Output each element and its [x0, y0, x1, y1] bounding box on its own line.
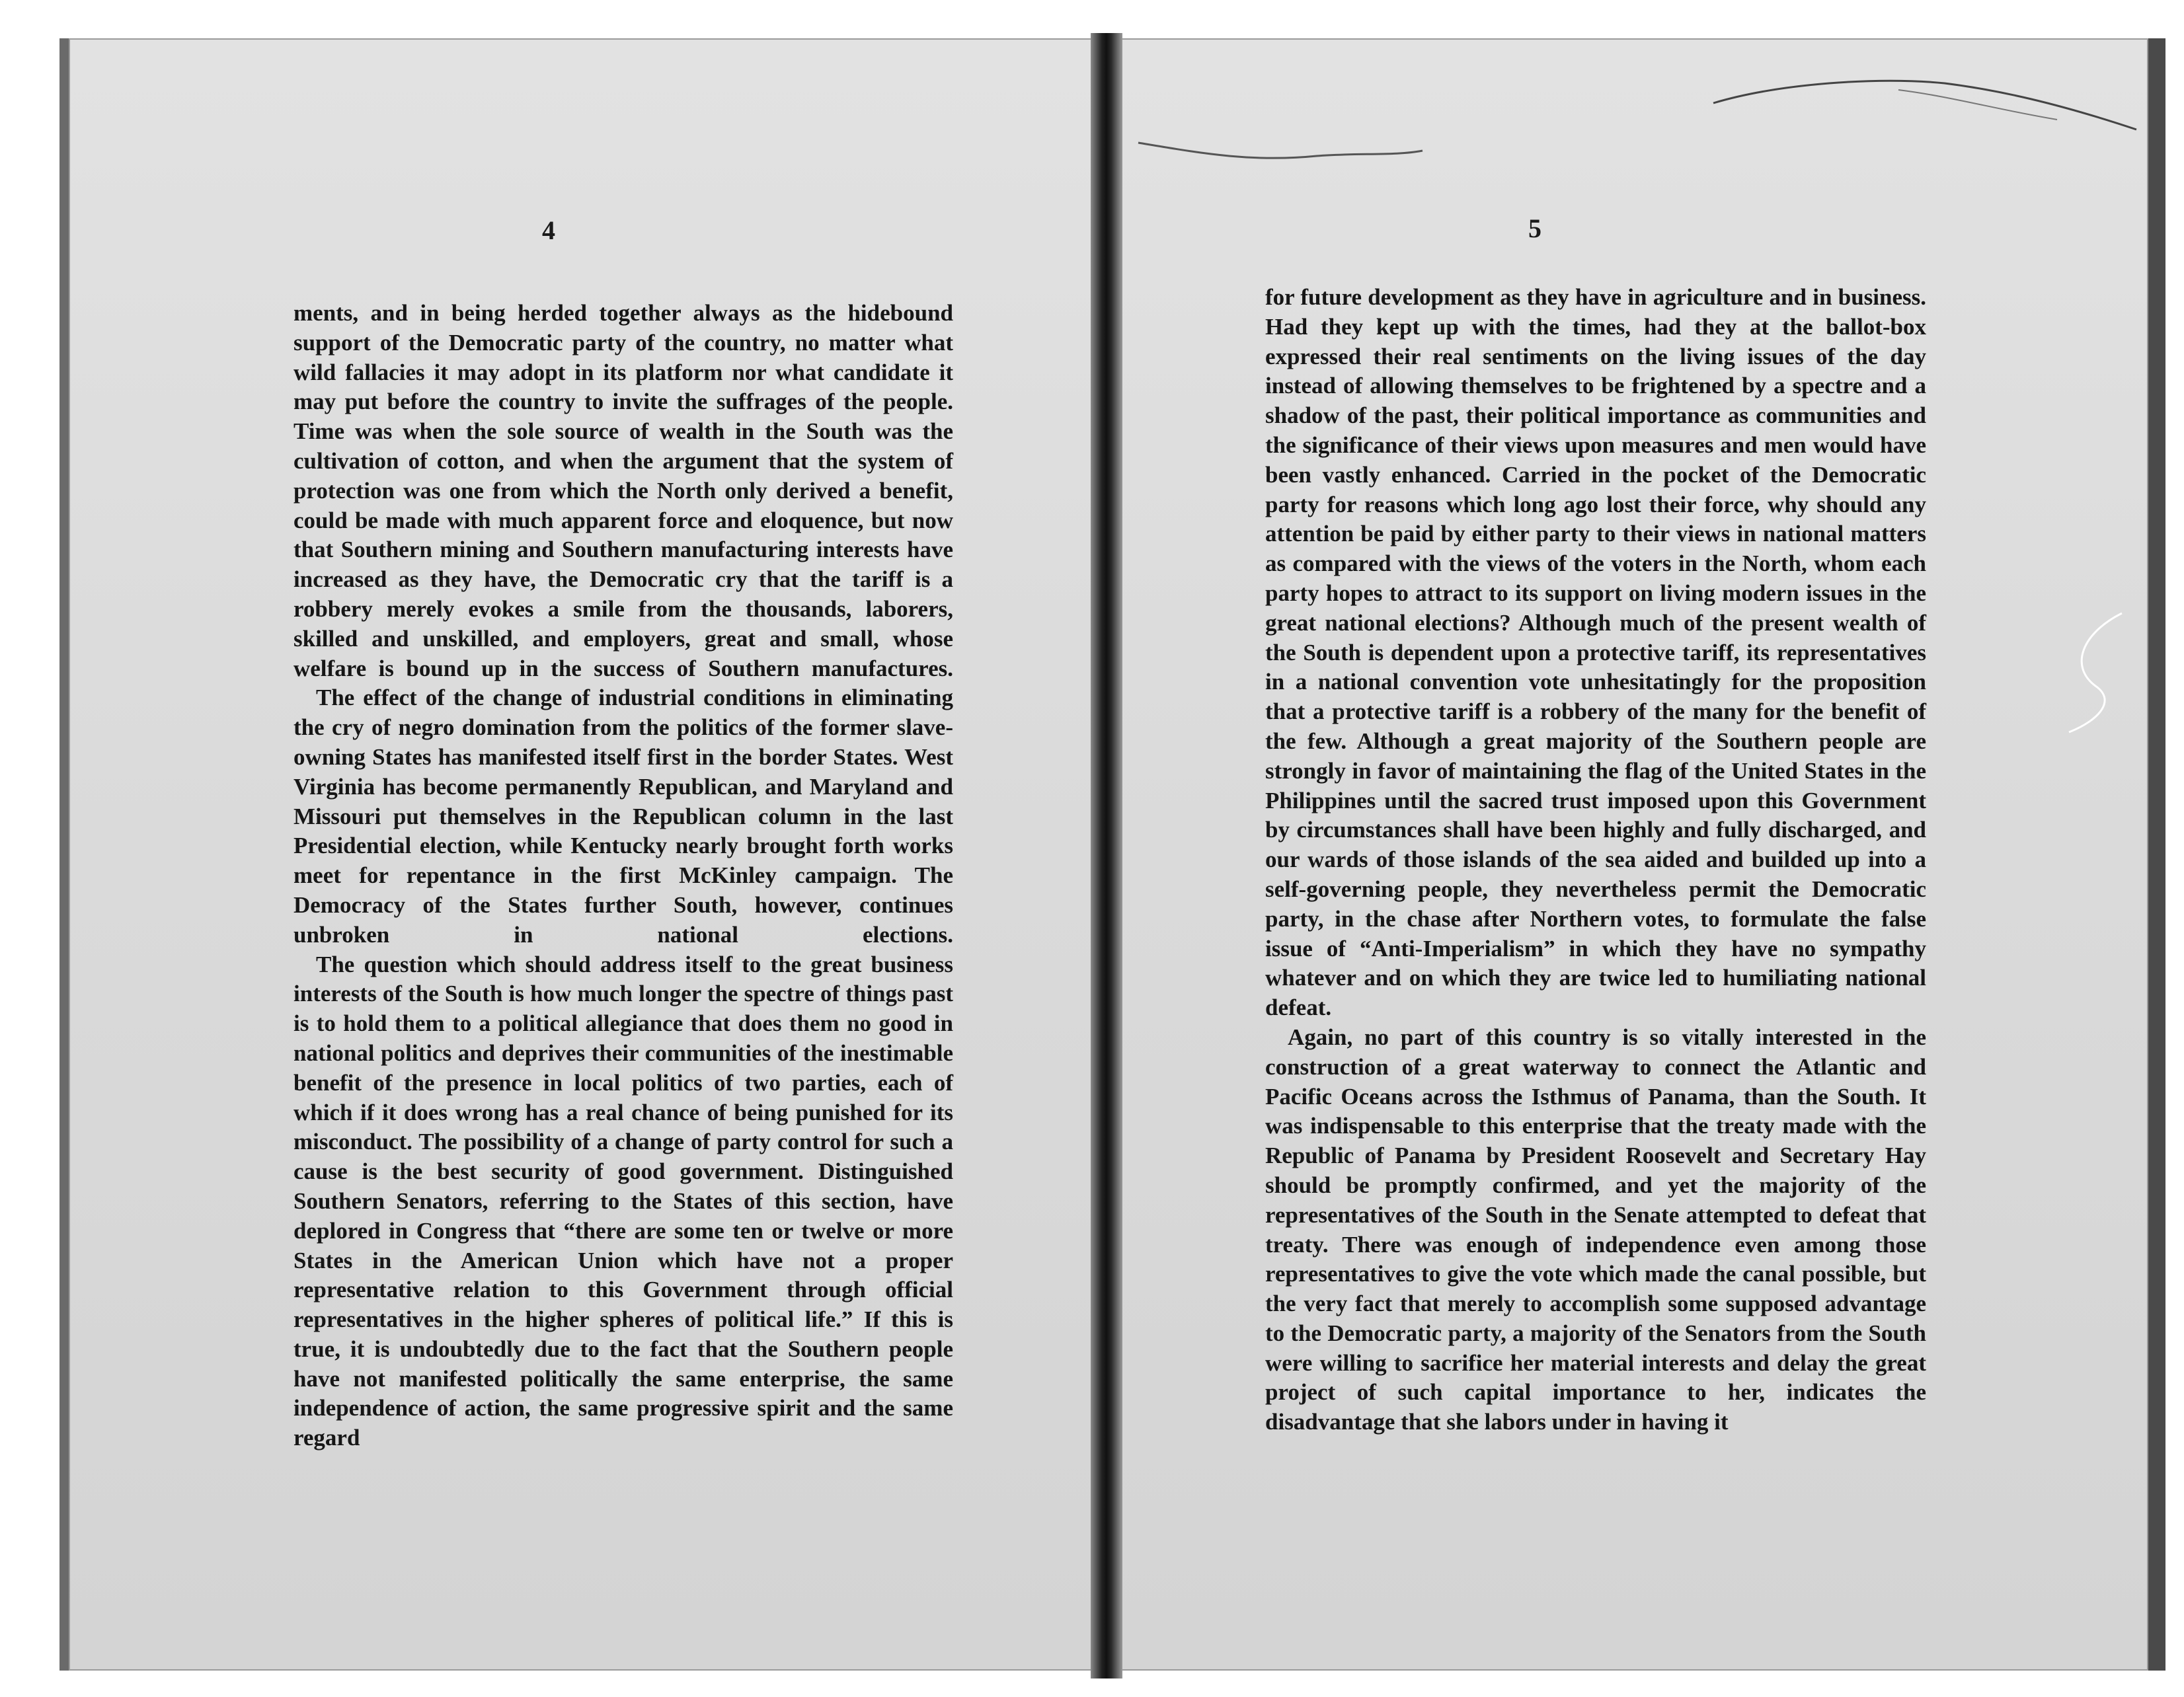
paragraph: The effect of the change of industrial conditions in eliminating the cry of negro domination from the politics of the former slave-owning States has manifested itself first in the border States. West Virginia has become permanently Republican, and Maryland and Missouri put themselves in the Republican column in the last Presidential election, while Kentucky nearly brought forth works meet for repentance in the first McKinley campaign. The Democracy of the States further South, however, continues unbroken in national elections. — [293, 685, 953, 948]
paragraph: Again, no part of this country is so vitally interested in the construction of a great waterway to connect the Atlantic and Pacific Oceans across the Isthmus of Panama, than the South. It was indispensable to this enterprise that the treaty made with the Republic of Panama by President Roosevelt and Secretary Hay should be promptly confirmed, and yet the majority of the representatives of the South in the Senate attempted to defeat that treaty. There was enough of independence even among those representatives to give the vote which made the canal possible, but the very fact that merely to accomplish some supposed advantage to the Democratic party, a majority of the Senators from the South were willing to sacrifice her material interests and delay the great project of such capital importance to her, indicates the disadvantage that she labors under in having it — [1265, 1024, 1926, 1435]
paragraph: The question which should address itself to the great business interests of the South is how much longer the spectre of things past is to hold them to a political allegiance that does them no good in national politics and deprives their communities of the inestimable benefit of the presence in local politics of two parties, each of which if it does wrong has a real chance of being punished for its misconduct. The possibility of a change of party control for such a cause is the best security of good government. Distinguished Southern Senators, referring to the States of this section, have deplored in Congress that “there are some ten or twelve or more States in the American Union which have not a proper representative relation to this Government through official representatives in the higher spheres of political life.” If this is true, it is undoubtedly due to the fact that the Southern people have not manifested politically the same enterprise, the same independence of action, the same progressive spirit and the same regard — [293, 951, 953, 1451]
book-gutter — [1091, 33, 1122, 1678]
paragraph: for future development as they have in agriculture and in business. Had they kept up with the times, had they at the ballot-box expressed their real sentiments on the living issues of the day instead of allowing themselves to be frightened by a spectre and a shadow of the past, their political importance as communities and the significance of their views upon measures and men would have been vastly enhanced. Carried in the pocket of the Democratic party for reasons which long ago lost their force, why should any attention be paid by either party to their views in national matters as compared with the views of the voters in the North, whom each party hopes to attract to its support on living modern issues in the great national elections? Although much of the present wealth of the South is dependent upon a protective tariff, its representatives in a national convention vote unhesitatingly for the proposition that a protective tariff is a robbery of the many for the benefit of the few. Although a great majority of the Southern people are strongly in favor of maintaining the flag of the United States in the Philippines until the sacred trust imposed upon this Government by circumstances shall have been highly and fully discharged, and our wards of those islands of the sea aided and builded up into a self-governing people, they nevertheless permit the Democratic party, in the chase after Northern votes, to formulate the false issue of “Anti-Imperialism” in which they have no sympathy whatever and on which they are twice led to humiliating national defeat. — [1265, 284, 1926, 1021]
page-number-right: 5 — [1528, 213, 1541, 243]
page-tear-mark — [1118, 57, 2148, 176]
stray-hair-mark — [2056, 607, 2135, 739]
page-number-left: 4 — [542, 215, 555, 245]
left-page-text — [293, 299, 953, 1453]
right-page-text — [1265, 283, 1926, 1437]
paragraph: ments, and in being herded together always as the hidebound support of the Democratic party of the country, no matter what wild fallacies it may adopt in its platform nor what candidate it may put before the country to invite the suffrages of the people. Time was when the sole source of wealth in the South was the cultivation of cotton, and when the argument that the system of protection was one from which the North only derived a benefit, could be made with much apparent force and eloquence, but now that Southern mining and Southern manufacturing interests have increased as they have, the Democratic cry that the tariff is a robbery merely evokes a smile from the thousands, laborers, skilled and unskilled, and employers, great and small, whose welfare is bound up in the success of Southern manufactures. — [293, 300, 953, 681]
